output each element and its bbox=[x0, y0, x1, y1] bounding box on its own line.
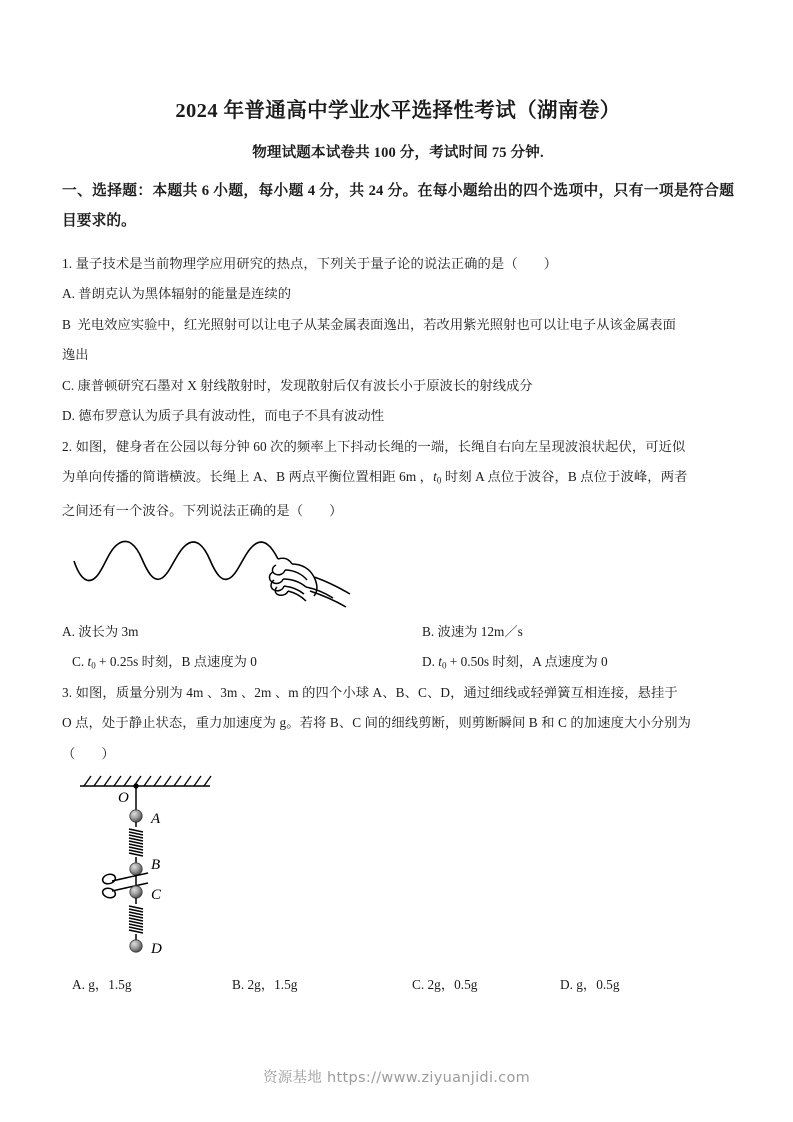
option-a-label: A. bbox=[62, 623, 75, 639]
label-d: D bbox=[151, 941, 162, 958]
option-d-label: D. bbox=[62, 408, 75, 424]
option-a-label: A. bbox=[62, 286, 75, 302]
hanging-balls-springs-figure bbox=[62, 769, 734, 971]
spring-c-to-d bbox=[129, 898, 143, 940]
question-3-stem-line-1 bbox=[62, 678, 734, 709]
label-o: O bbox=[118, 790, 129, 807]
option-c-text: 康普顿研究石墨对 X 射线散射时，发现散射后仅有波长小于原波长的射线成分 bbox=[77, 377, 533, 393]
option-c-text: + 0.25s 时刻，B 点速度为 0 bbox=[95, 654, 257, 670]
ball-d bbox=[130, 940, 142, 952]
option-c-label: C. bbox=[412, 977, 425, 993]
option-a-text: 波长为 3m bbox=[78, 623, 139, 639]
question-3-option-b[interactable] bbox=[232, 971, 297, 999]
question-2-option-c[interactable] bbox=[72, 647, 257, 681]
question-1-option-c[interactable] bbox=[62, 371, 734, 402]
option-d-t-subscript: 0 bbox=[441, 660, 447, 671]
spring-a-to-b bbox=[129, 822, 143, 863]
option-b-text: 波速为 12m／s bbox=[437, 623, 523, 639]
question-3-stem-line-2: O 点，处于静止状态，重力加速度为 g。若将 B、C 间的细线剪断，则剪断瞬间 B 和 C 的加速度大小分别为 bbox=[62, 715, 691, 731]
question-2-stem-text-1: 如图，健身者在公园以每分钟 60 次的频率上下抖动长绳的一端，长绳自右向左呈现波浪状起伏，可近似 bbox=[75, 438, 686, 454]
option-c-label: C. bbox=[62, 377, 75, 393]
hand-icon bbox=[269, 558, 350, 607]
time-variable-t0: t bbox=[433, 469, 437, 485]
ceiling-support bbox=[80, 776, 211, 786]
question-2-options-row-1 bbox=[62, 617, 734, 648]
question-1-number: 1. bbox=[62, 255, 73, 271]
page-title: 2024 年普通高中学业水平选择性考试（湖南卷） bbox=[175, 100, 621, 122]
wave-with-hand-figure bbox=[62, 527, 734, 617]
question-2-number: 2. bbox=[62, 438, 73, 454]
ball-b bbox=[130, 863, 142, 875]
page-content bbox=[62, 0, 734, 999]
question-2-option-a[interactable] bbox=[62, 617, 138, 648]
label-c: C bbox=[151, 887, 162, 904]
question-3-stem-text-1: 如图，质量分别为 4m 、3m 、2m 、m 的四个小球 A、B、C、D，通过细线或轻弹簧互相连接，悬挂于 bbox=[75, 684, 678, 700]
question-2-stem-text-2b: 时刻 A 点位于波谷，B 点位于波峰，两者 bbox=[441, 469, 688, 485]
question-1-option-d[interactable] bbox=[62, 401, 734, 432]
question-2 bbox=[62, 432, 734, 678]
question-2-stem-text-3: 之间还有一个波谷。下列说法正确的是（ bbox=[62, 503, 304, 519]
question-2-option-b[interactable] bbox=[422, 617, 523, 648]
question-3-option-a[interactable] bbox=[72, 971, 131, 999]
question-3-options-row bbox=[62, 971, 734, 999]
question-2-stem-line-2 bbox=[62, 462, 734, 496]
label-a: A bbox=[151, 811, 161, 828]
page-subtitle: 物理试题本试卷共 100 分，考试时间 75 分钟. bbox=[252, 144, 544, 161]
option-d-label: D. bbox=[560, 977, 573, 993]
question-3-stem-text-3: （ bbox=[62, 745, 76, 761]
option-a-text: 普朗克认为黑体辐射的能量是连续的 bbox=[78, 286, 292, 302]
question-1-stem-text: 量子技术是当前物理学应用研究的热点，下列关于量子论的说法正确的是（ bbox=[75, 255, 518, 271]
option-d-text: g，0.5g bbox=[576, 977, 620, 993]
question-2-stem-line-1 bbox=[62, 432, 734, 463]
question-1 bbox=[62, 236, 734, 432]
option-c-t-subscript: 0 bbox=[91, 660, 96, 671]
option-b-text: 光电效应实验中，红光照射可以让电子从某金属表面逸出，若改用紫光照射也可以让电子从该金属表面 bbox=[77, 316, 676, 332]
question-3-stem-line-3 bbox=[62, 739, 734, 770]
ball-c bbox=[130, 886, 142, 898]
question-1-option-b[interactable] bbox=[62, 310, 734, 341]
question-3 bbox=[62, 678, 734, 1000]
option-b-label: B. bbox=[232, 977, 245, 993]
wave-figure-svg bbox=[70, 531, 390, 611]
option-d-t-variable: t bbox=[438, 654, 442, 670]
option-b-text: 2g，1.5g bbox=[247, 977, 298, 993]
footer-watermark: 资源基地 https://www.ziyuanjidi.com bbox=[262, 1070, 531, 1086]
question-1-option-a[interactable] bbox=[62, 279, 734, 310]
ball-a bbox=[130, 810, 142, 822]
option-b-label: B bbox=[62, 316, 71, 332]
time-variable-t0-subscript: 0 bbox=[436, 475, 442, 486]
label-b: B bbox=[151, 857, 161, 874]
question-2-stem-text-2a: 为单向传播的简谐横波。长绳上 A、B 两点平衡位置相距 6m ， bbox=[62, 469, 434, 485]
question-1-option-b-continuation: 逸出 bbox=[62, 347, 89, 363]
rope-wave-path bbox=[74, 541, 278, 580]
option-b-label: B. bbox=[422, 623, 435, 639]
question-3-option-c[interactable] bbox=[412, 971, 477, 999]
question-2-option-d[interactable] bbox=[422, 647, 608, 681]
option-d-text: 德布罗意认为质子具有波动性，而电子不具有波动性 bbox=[78, 408, 385, 424]
option-c-label: C. bbox=[72, 654, 85, 670]
question-3-number: 3. bbox=[62, 684, 73, 700]
option-c-t-variable: t bbox=[87, 654, 92, 670]
question-3-stem-tail: ） bbox=[101, 745, 115, 761]
hanging-balls-svg bbox=[70, 769, 270, 965]
option-d-label: D. bbox=[422, 654, 435, 670]
option-c-text: 2g，0.5g bbox=[427, 977, 478, 993]
section-instruction: 一、选择题：本题共 6 小题，每小题 4 分，共 24 分。在每小题给出的四个选项中，只有一项是符合题目要求的。 bbox=[62, 182, 734, 229]
option-d-text: + 0.50s 时刻，A 点速度为 0 bbox=[446, 654, 608, 670]
question-2-stem-tail: ） bbox=[329, 503, 343, 519]
option-a-text: g，1.5g bbox=[88, 977, 132, 993]
question-1-stem bbox=[62, 236, 734, 280]
question-1-stem-tail: ） bbox=[543, 255, 558, 271]
question-2-stem-line-3 bbox=[62, 496, 734, 527]
option-a-label: A. bbox=[72, 977, 85, 993]
question-3-option-d[interactable] bbox=[560, 971, 619, 999]
question-2-options-row-2 bbox=[62, 647, 734, 678]
